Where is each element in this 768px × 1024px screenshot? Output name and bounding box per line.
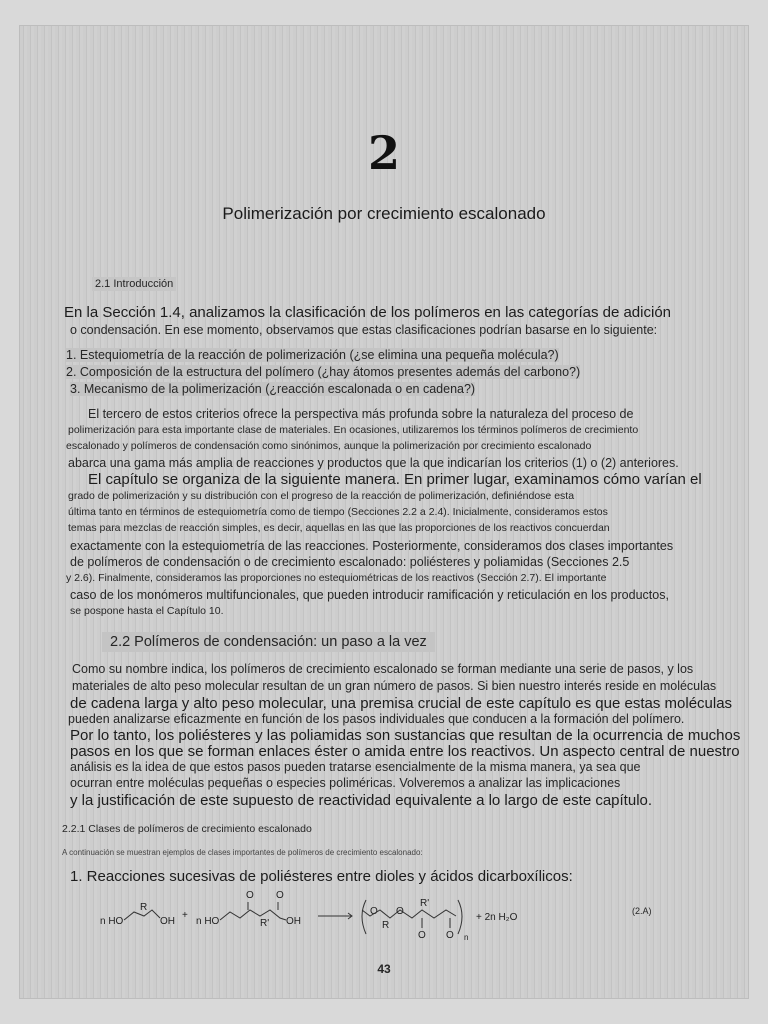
criteria-item-1: 1. Estequiometría de la reacción de polimerización (¿se elimina una pequeña molécula?) [66, 348, 559, 362]
acid-reactant-label: n HO [196, 916, 220, 927]
paragraph-1-line: abarca una gama más amplia de reacciones y productos que la que indicarían los criterios (1) o (2) anteriores. [68, 456, 679, 470]
section-2-2-line: Como su nombre indica, los polímeros de crecimiento escalonado se forman mediante una serie de pasos, y los [72, 662, 694, 676]
repeat-carbonyl-o-1: O [418, 930, 426, 941]
paragraph-2-line: caso de los monómeros multifuncionales, que pueden introducir ramificación y reticulación en los productos, [70, 588, 669, 602]
subsection-intro: A continuación se muestran ejemplos de clases importantes de polímeros de crecimiento escalonado: [62, 848, 423, 857]
document-page [20, 26, 748, 998]
section-2-2-line: pasos en los que se forman enlaces éster o amida entre los reactivos. Un aspecto central de nuestro [70, 743, 740, 760]
paragraph-1-line: polimerización para esta importante clase de materiales. En ocasiones, utilizaremos los términos polímeros de crecimiento [68, 424, 639, 436]
repeat-subscript-n: n [464, 933, 469, 942]
diol-r-group: R [140, 902, 148, 913]
criteria-item-3: 3. Mecanismo de la polimerización (¿reacción escalonada o en cadena?) [70, 382, 476, 396]
diol-reactant-label: n HO [100, 916, 124, 927]
section-heading-2-2: 2.2 Polímeros de condensación: un paso a la vez [102, 632, 435, 652]
repeat-r-group: R [382, 920, 390, 931]
intro-lead-line-1: En la Sección 1.4, analizamos la clasificación de los polímeros en las categorías de adición [64, 304, 672, 321]
section-heading-2-1: 2.1 Introducción [92, 277, 176, 291]
repeat-bracket-right [458, 900, 462, 934]
example-item-1: 1. Reacciones sucesivas de poliésteres entre dioles y ácidos dicarboxílicos: [70, 868, 573, 885]
section-2-2-line: ocurran entre moléculas pequeñas o especies poliméricas. Volveremos a analizar las implicaciones [70, 776, 621, 790]
water-byproduct: + 2n H₂O [476, 912, 518, 923]
repeat-carbonyl-o-2: O [446, 930, 454, 941]
section-2-2-line: de cadena larga y alto peso molecular, una premisa crucial de este capítulo es que estas moléculas [70, 695, 733, 712]
acid-r-group: R' [260, 918, 270, 929]
chapter-title: Polimerización por crecimiento escalonado [222, 204, 546, 223]
section-2-2-line: y la justificación de este supuesto de reactividad equivalente a lo largo de este capítulo. [70, 792, 653, 809]
paragraph-2-line: temas para mezclas de reacción simples, es decir, aquellas en las que las proporciones de los reactivos concuerdan [68, 522, 610, 534]
section-2-2-line: materiales de alto peso molecular resultan de un gran número de pasos. Si bien nuestro interés reside en moléculas [72, 679, 717, 693]
repeat-r-prime-group: R' [420, 898, 430, 909]
repeat-ester-o-1: O [370, 906, 378, 917]
section-2-2-line: Por lo tanto, los poliésteres y las poliamidas son sustancias que resultan de la ocurrencia de muchos [70, 727, 741, 744]
repeat-bracket-left [362, 900, 366, 934]
paragraph-2-line: El capítulo se organiza de la siguiente manera. En primer lugar, examinamos cómo varían el [88, 471, 702, 488]
plus-sign: + [182, 910, 188, 921]
diol-oh-group: OH [160, 916, 175, 927]
criteria-item-2: 2. Composición de la estructura del polímero (¿hay átomos presentes además del carbono?) [66, 365, 581, 379]
equation-number: (2.A) [632, 906, 652, 916]
intro-lead-line-2: o condensación. En ese momento, observamos que estas clasificaciones podrían basarse en lo siguiente: [70, 323, 658, 337]
section-2-2-line: pueden analizarse eficazmente en función de los pasos individuales que conducen a la formación del polímero. [68, 712, 685, 726]
paragraph-2-line: de polímeros de condensación o de crecimiento escalonado: poliésteres y poliamidas (Secciones 2.5 [70, 555, 630, 569]
paragraph-2-line: última tanto en términos de estequiometría como de tiempo (Secciones 2.2 a 2.4). Inicialmente, consideramos estos [68, 506, 608, 518]
paragraph-2-line: grado de polimerización y su distribución con el progreso de la reacción de polimerización, definiéndose esta [68, 490, 575, 502]
repeat-ester-o-2: O [396, 906, 404, 917]
chapter-number: 2 [367, 126, 400, 180]
paragraph-1-line: escalonado y polímeros de condensación como sinónimos, aunque la polimerización por crecimiento escalonado [66, 440, 592, 452]
subsection-heading-2-2-1: 2.2.1 Clases de polímeros de crecimiento escalonado [62, 823, 312, 835]
paragraph-1-line: El tercero de estos criterios ofrece la perspectiva más profunda sobre la naturaleza del proceso de [88, 407, 634, 421]
acid-carbonyl-o-2: O [276, 890, 284, 901]
paragraph-2-line: y 2.6). Finalmente, consideramos las proporciones no estequiométricas de los reactivos (Sección 2.7). El importante [66, 572, 607, 584]
acid-bond [220, 910, 286, 920]
paragraph-2-line: exactamente con la estequiometría de las reacciones. Posteriormente, consideramos dos clases importantes [70, 539, 674, 553]
acid-carbonyl-o-1: O [246, 890, 254, 901]
polyester-reaction-scheme [100, 888, 540, 942]
paragraph-2-line: se pospone hasta el Capítulo 10. [70, 605, 224, 617]
section-2-2-line: análisis es la idea de que estos pasos pueden tratarse esencialmente de la misma manera, ya sea que [70, 760, 641, 774]
page-number: 43 [377, 962, 391, 976]
acid-oh-group: OH [286, 916, 301, 927]
